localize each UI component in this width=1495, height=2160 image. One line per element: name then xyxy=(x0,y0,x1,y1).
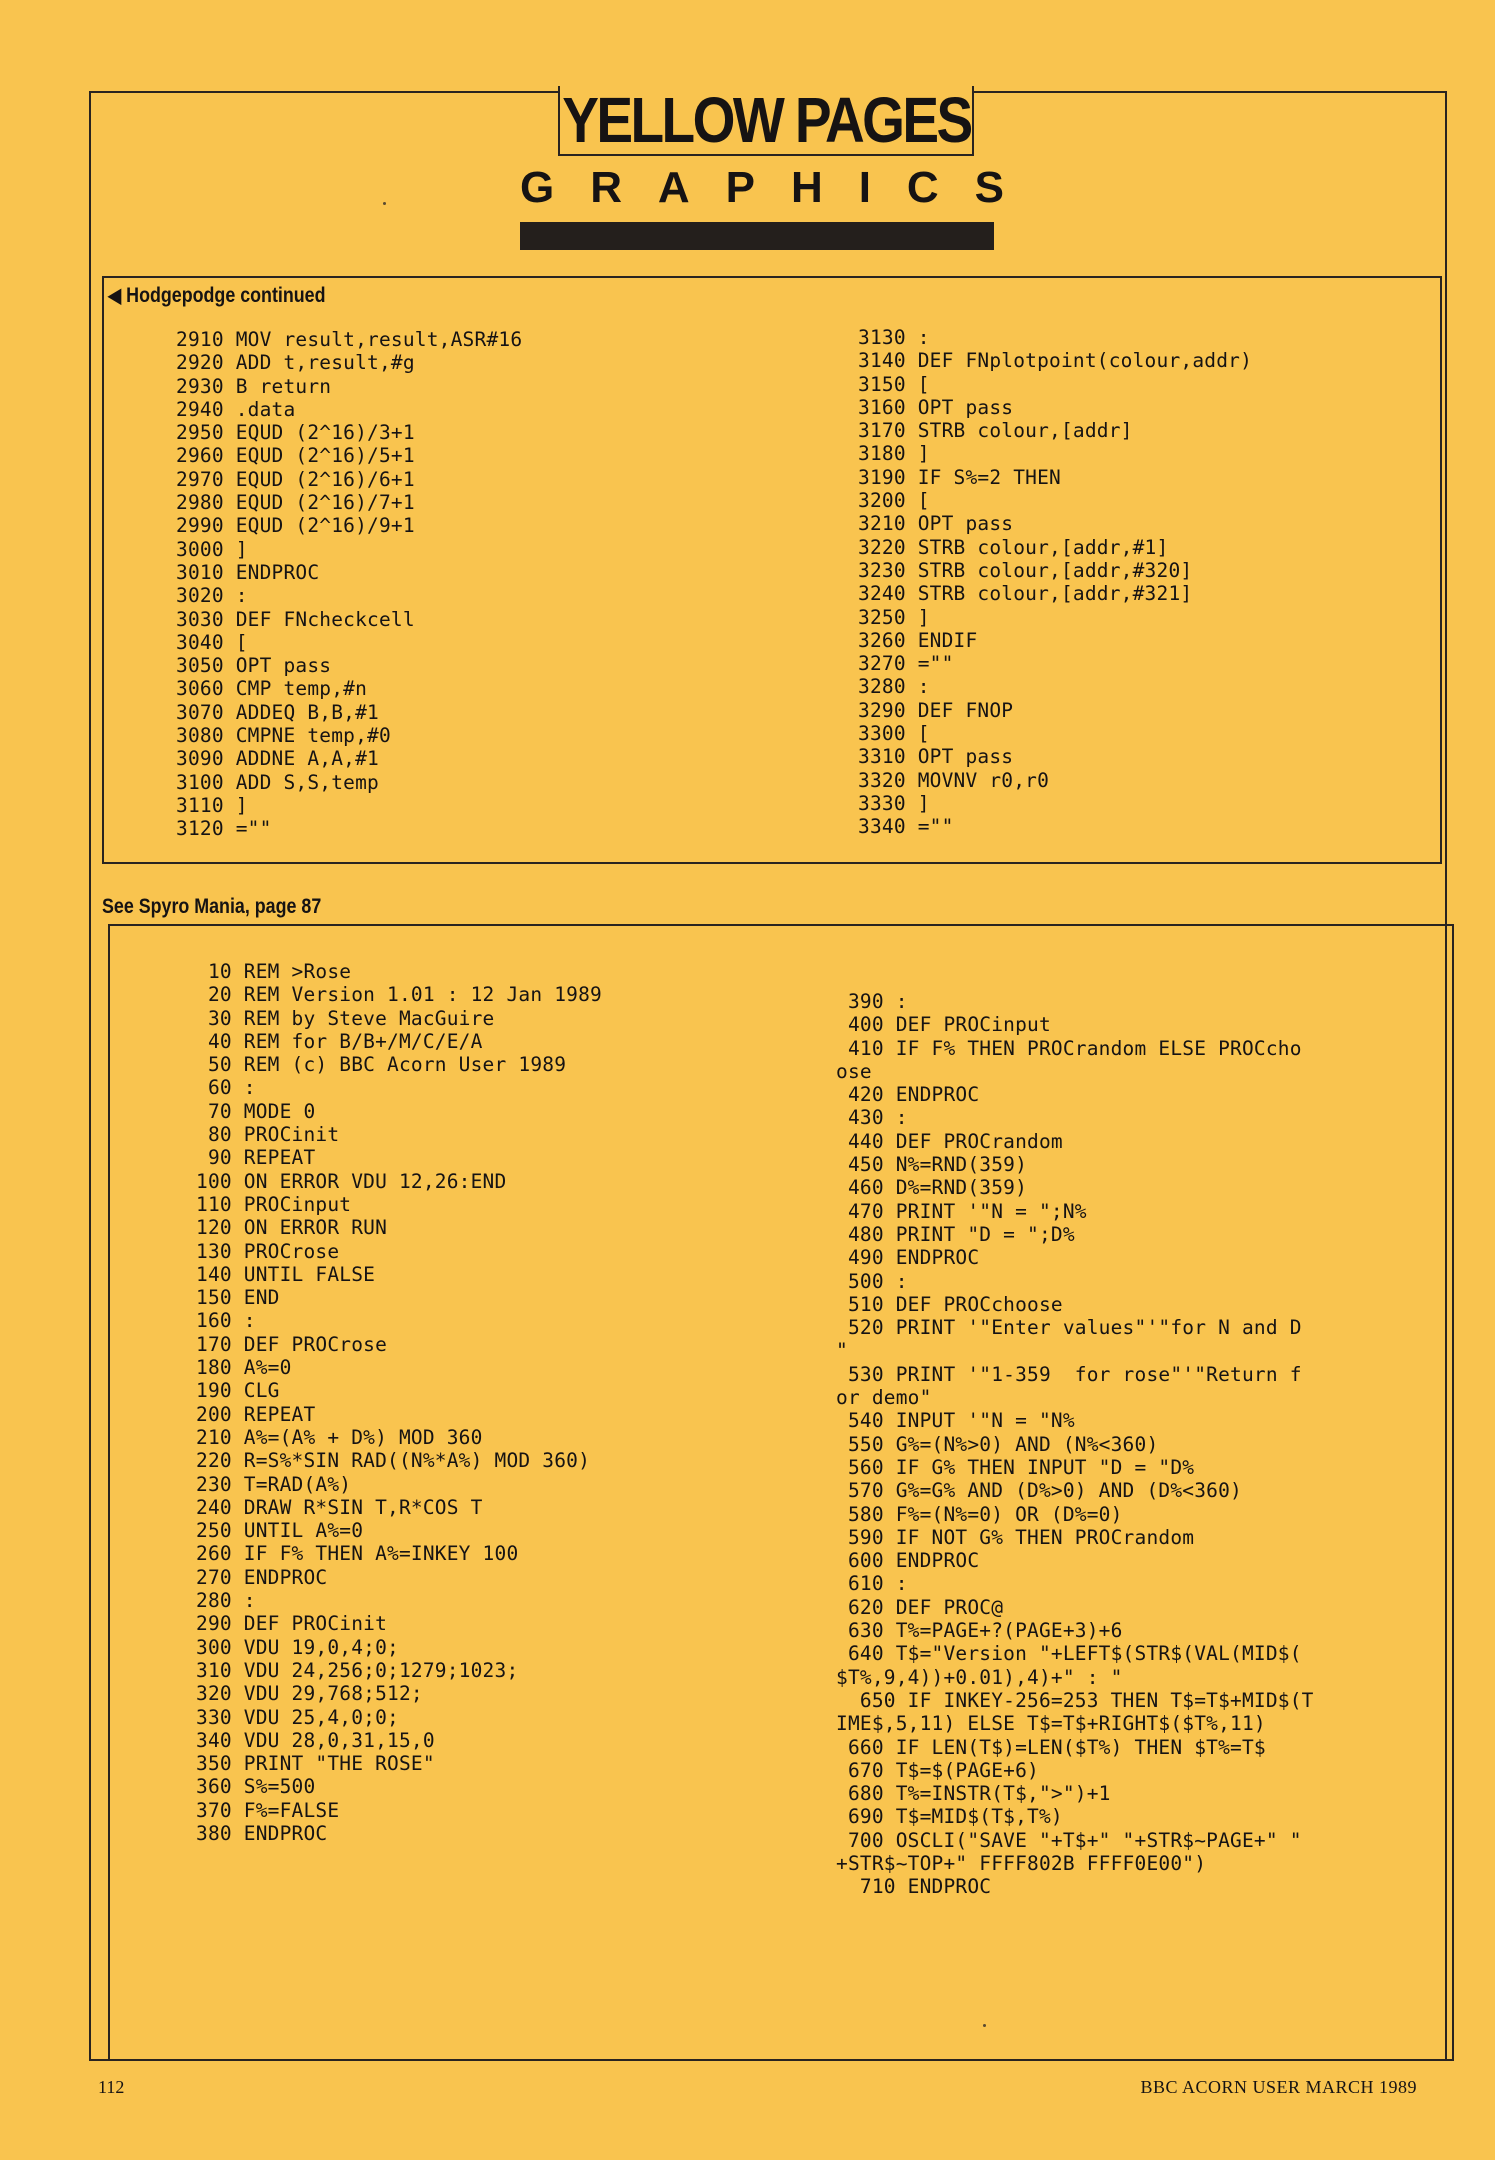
section-letter: I xyxy=(858,163,871,212)
code-line: 3280 : xyxy=(858,675,930,699)
code-line: 3190 IF S%=2 THEN xyxy=(858,465,1061,489)
code-line: 90 REPEAT xyxy=(196,1146,316,1170)
code-line: 3130 : xyxy=(858,326,930,349)
code-line: 560 IF G% THEN INPUT "D = "D% xyxy=(836,1455,1195,1479)
code-line: 630 T%=PAGE+?(PAGE+3)+6 xyxy=(836,1619,1123,1643)
code-line: 390 : xyxy=(836,990,908,1013)
code-line: 3080 CMPNE temp,#0 xyxy=(176,724,391,748)
code-line: 690 T$=MID$(T$,T%) xyxy=(836,1805,1063,1829)
code-line: 2960 EQUD (2^16)/5+1 xyxy=(176,444,415,468)
code-line: 2970 EQUD (2^16)/6+1 xyxy=(176,467,415,491)
code-line: 180 A%=0 xyxy=(196,1356,292,1380)
code-line: 610 : xyxy=(836,1572,908,1596)
code-line: 360 S%=500 xyxy=(196,1775,316,1799)
code-line: 210 A%=(A% + D%) MOD 360 xyxy=(196,1425,483,1449)
code-line: 10 REM >Rose xyxy=(196,960,352,983)
code-line: 130 PROCrose xyxy=(196,1239,340,1263)
section-bar xyxy=(520,222,994,250)
code-line: IME$,5,11) ELSE T$=T$+RIGHT$($T%,11) xyxy=(836,1712,1266,1736)
section-letter: P xyxy=(725,163,756,212)
code-line: 40 REM for B/B+/M/C/E/A xyxy=(196,1029,483,1053)
section-letter: R xyxy=(590,163,622,212)
page-number: 112 xyxy=(98,2077,125,2097)
code-line: 490 ENDPROC xyxy=(836,1246,980,1270)
code-line: 520 PRINT '"Enter values"'"for N and D xyxy=(836,1316,1302,1340)
code-line: 290 DEF PROCinit xyxy=(196,1612,388,1636)
code-line: 510 DEF PROCchoose xyxy=(836,1292,1063,1316)
code-line: 460 D%=RND(359) xyxy=(836,1176,1028,1200)
code-line: 200 REPEAT xyxy=(196,1402,316,1426)
code-line: 680 T%=INSTR(T$,">")+1 xyxy=(836,1782,1111,1806)
print-speck xyxy=(983,2024,986,2027)
code-line: 2920 ADD t,result,#g xyxy=(176,351,415,375)
code-line: 3240 STRB colour,[addr,#321] xyxy=(858,582,1193,606)
code-line: " xyxy=(836,1339,848,1363)
code-column xyxy=(196,960,602,1845)
code-line: 3160 OPT pass xyxy=(858,395,1014,419)
code-line: 150 END xyxy=(196,1286,280,1310)
code-line: 3090 ADDNE A,A,#1 xyxy=(176,747,379,771)
code-line: 710 ENDPROC xyxy=(836,1875,992,1899)
code-line: 140 UNTIL FALSE xyxy=(196,1262,376,1286)
code-line: 500 : xyxy=(836,1269,908,1293)
code-line: 160 : xyxy=(196,1309,256,1333)
code-line: 3000 ] xyxy=(176,537,248,561)
code-line: 320 VDU 29,768;512; xyxy=(196,1682,423,1706)
code-column xyxy=(858,326,1252,839)
code-line: 450 N%=RND(359) xyxy=(836,1153,1028,1177)
magazine-credit: BBC ACORN USER MARCH 1989 xyxy=(1140,2077,1417,2097)
code-line: 240 DRAW R*SIN T,R*COS T xyxy=(196,1495,483,1519)
code-line: 3210 OPT pass xyxy=(858,512,1014,536)
code-line: 3030 DEF FNcheckcell xyxy=(176,607,415,631)
code-line: 470 PRINT '"N = ";N% xyxy=(836,1199,1087,1223)
code-line: 60 : xyxy=(196,1076,256,1100)
code-line: 230 T=RAD(A%) xyxy=(196,1472,352,1496)
code-line: 100 ON ERROR VDU 12,26:END xyxy=(196,1169,507,1193)
code-line: 440 DEF PROCrandom xyxy=(836,1129,1063,1153)
code-line: 3250 ] xyxy=(858,605,930,629)
code-line: 430 : xyxy=(836,1106,908,1130)
code-line: 3260 ENDIF xyxy=(858,628,978,652)
code-line: 590 IF NOT G% THEN PROCrandom xyxy=(836,1525,1195,1549)
code-line: 170 DEF PROCrose xyxy=(196,1332,388,1356)
code-line: ose xyxy=(836,1059,872,1083)
code-line: 670 T$=$(PAGE+6) xyxy=(836,1758,1039,1782)
code-line: 3020 : xyxy=(176,584,248,608)
code-line: 3270 ="" xyxy=(858,652,954,676)
code-line: 3300 [ xyxy=(858,722,930,746)
code-line: 50 REM (c) BBC Acorn User 1989 xyxy=(196,1053,567,1077)
code-line: 2940 .data xyxy=(176,397,296,421)
code-line: 3320 MOVNV r0,r0 xyxy=(858,768,1050,792)
code-line: 3120 ="" xyxy=(176,817,272,841)
code-line: 3230 STRB colour,[addr,#320] xyxy=(858,558,1193,582)
code-line: 80 PROCinit xyxy=(196,1123,340,1147)
code-line: 410 IF F% THEN PROCrandom ELSE PROCcho xyxy=(836,1036,1302,1060)
section-letter: S xyxy=(974,163,1004,212)
code-line: 2980 EQUD (2^16)/7+1 xyxy=(176,491,415,515)
code-line: 3330 ] xyxy=(858,791,930,815)
print-speck xyxy=(383,202,386,205)
code-line: 570 G%=G% AND (D%>0) AND (D%<360) xyxy=(836,1479,1242,1503)
code-line: 3310 OPT pass xyxy=(858,745,1014,769)
code-line: 420 ENDPROC xyxy=(836,1083,980,1107)
section-letter: C xyxy=(906,163,939,212)
section-letter: G xyxy=(520,163,555,212)
code-line: 250 UNTIL A%=0 xyxy=(196,1519,364,1543)
code-line: 70 MODE 0 xyxy=(196,1099,316,1123)
code-line: 340 VDU 28,0,31,15,0 xyxy=(196,1728,435,1752)
code-line: 260 IF F% THEN A%=INKEY 100 xyxy=(196,1542,519,1566)
code-line: 480 PRINT "D = ";D% xyxy=(836,1222,1075,1246)
code-line: 370 F%=FALSE xyxy=(196,1798,340,1822)
code-line: or demo" xyxy=(836,1386,932,1410)
code-line: 110 PROCinput xyxy=(196,1192,352,1216)
code-line: 2910 MOV result,result,ASR#16 xyxy=(176,328,523,351)
code-line: $T%,9,4))+0.01),4)+" : " xyxy=(836,1665,1123,1689)
code-line: 620 DEF PROC@ xyxy=(836,1595,1004,1619)
section-letter: A xyxy=(657,163,690,212)
code-line: 400 DEF PROCinput xyxy=(836,1013,1051,1037)
code-line: 660 IF LEN(T$)=LEN($T%) THEN $T%=T$ xyxy=(836,1735,1266,1759)
code-line: 650 IF INKEY-256=253 THEN T$=T$+MID$(T xyxy=(836,1688,1314,1712)
code-line: 3040 [ xyxy=(176,630,248,654)
code-line: 120 ON ERROR RUN xyxy=(196,1216,388,1240)
code-line: 3060 CMP temp,#n xyxy=(176,677,368,701)
code-line: 3070 ADDEQ B,B,#1 xyxy=(176,700,379,724)
code-line: 3010 ENDPROC xyxy=(176,560,320,584)
masthead-title: YELLOW PAGES xyxy=(561,84,971,156)
code-line: 220 R=S%*SIN RAD((N%*A%) MOD 360) xyxy=(196,1449,591,1473)
code-line: 530 PRINT '"1-359 for rose"'"Return f xyxy=(836,1362,1302,1386)
code-line: 380 ENDPROC xyxy=(196,1821,328,1845)
code-line: 310 VDU 24,256;0;1279;1023; xyxy=(196,1658,519,1682)
code-line: 3100 ADD S,S,temp xyxy=(176,770,379,794)
code-line: 2930 B return xyxy=(176,374,332,398)
code-line: 30 REM by Steve MacGuire xyxy=(196,1006,495,1030)
caption-text: Hodgepodge continued xyxy=(126,284,326,307)
caption-spyro-mania: See Spyro Mania, page 87 xyxy=(102,895,322,918)
code-line: 300 VDU 19,0,4;0; xyxy=(196,1635,399,1659)
code-line: 280 : xyxy=(196,1589,256,1613)
code-line: 580 F%=(N%=0) OR (D%=0) xyxy=(836,1502,1123,1526)
masthead xyxy=(558,86,974,156)
code-line: 3290 DEF FNOP xyxy=(858,698,1014,722)
code-line: 3150 [ xyxy=(858,372,930,396)
code-line: 20 REM Version 1.01 : 12 Jan 1989 xyxy=(196,983,602,1007)
code-line: 3050 OPT pass xyxy=(176,654,332,678)
code-line: 2990 EQUD (2^16)/9+1 xyxy=(176,514,415,538)
caption-hodgepodge xyxy=(108,283,325,308)
code-line: 3200 [ xyxy=(858,489,930,513)
code-line: 3340 ="" xyxy=(858,815,954,839)
code-column xyxy=(176,328,522,841)
code-line: 3140 DEF FNplotpoint(colour,addr) xyxy=(858,349,1253,373)
code-line: 2950 EQUD (2^16)/3+1 xyxy=(176,421,415,445)
section-letter: H xyxy=(790,163,823,212)
code-line: 270 ENDPROC xyxy=(196,1565,328,1589)
section-heading xyxy=(520,163,1004,212)
left-arrow-icon: ◀ xyxy=(108,285,122,307)
code-line: +STR$~TOP+" FFFF802B FFFF0E00") xyxy=(836,1851,1207,1875)
code-line: 3170 STRB colour,[addr] xyxy=(858,419,1133,443)
code-line: 190 CLG xyxy=(196,1379,280,1403)
code-line: 640 T$="Version "+LEFT$(STR$(VAL(MID$( xyxy=(836,1642,1302,1666)
code-line: 700 OSCLI("SAVE "+T$+" "+STR$~PAGE+" " xyxy=(836,1828,1302,1852)
code-line: 3110 ] xyxy=(176,793,248,817)
code-line: 550 G%=(N%>0) AND (N%<360) xyxy=(836,1432,1159,1456)
code-line: 600 ENDPROC xyxy=(836,1549,980,1573)
code-line: 3220 STRB colour,[addr,#1] xyxy=(858,535,1169,559)
code-line: 540 INPUT '"N = "N% xyxy=(836,1409,1075,1433)
code-line: 3180 ] xyxy=(858,442,930,466)
code-column xyxy=(836,990,1314,1899)
code-line: 350 PRINT "THE ROSE" xyxy=(196,1752,435,1776)
code-line: 330 VDU 25,4,0;0; xyxy=(196,1705,399,1729)
